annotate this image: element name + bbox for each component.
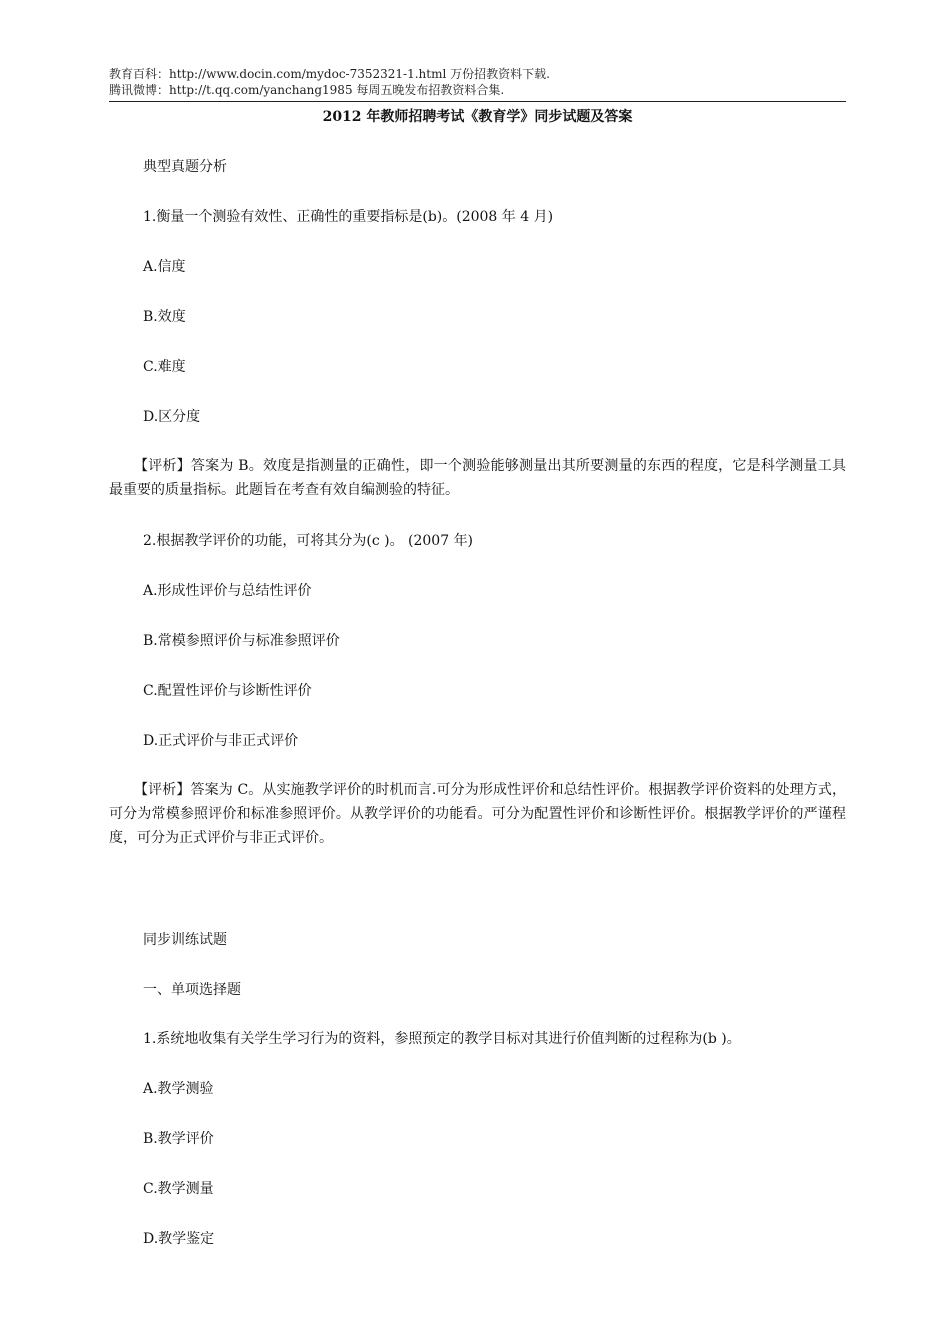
subsection-heading-single-choice: 一、单项选择题 (143, 982, 241, 998)
option-a: A.信度 (143, 259, 186, 275)
header-divider (109, 101, 846, 102)
option-c: C.难度 (143, 359, 186, 375)
analysis-paragraph: 【评析】答案为 B。效度是指测量的正确性，即一个测验能够测量出其所要测量的东西的程度，它是科学测量工具最重要的质量指标。此题旨在考查有效自编测验的特征。 (109, 458, 846, 498)
section-heading-practice: 同步训练试题 (143, 932, 227, 948)
option-b: B.常模参照评价与标准参照评价 (143, 633, 340, 649)
analysis-paragraph: 【评析】答案为 C。从实施教学评价的时机而言.可分为形成性评价和总结性评价。根据教学评价资料的处理方式，可分为常模参照评价和标准参照评价。从教学评价的功能看。可分为配置性评价和诊断性评价。根据教学评价的严谨程度，可分为正式评价与非正式评价。 (109, 782, 846, 846)
section-heading-typical: 典型真题分析 (143, 159, 227, 175)
option-d: D.区分度 (143, 409, 201, 425)
header-line-docin: 教育百科：http://www.docin.com/mydoc-7352321-1.html 万份招教资料下载. (109, 67, 550, 81)
header-line-weibo: 腾讯微博：http://t.qq.com/yanchang1985 每周五晚发布招教资料合集. (109, 83, 505, 97)
option-c: C.配置性评价与诊断性评价 (143, 683, 312, 699)
question-stem: 1.系统地收集有关学生学习行为的资料，参照预定的教学目标对其进行价值判断的过程称为(b )。 (143, 1031, 741, 1047)
option-b: B.效度 (143, 309, 186, 325)
question-stem: 1.衡量一个测验有效性、正确性的重要指标是(b)。(2008 年 4 月) (143, 209, 554, 225)
option-d: D.正式评价与非正式评价 (143, 733, 299, 749)
document-header (109, 66, 846, 98)
option-a: A.形成性评价与总结性评价 (143, 583, 312, 599)
option-b: B.教学评价 (143, 1131, 214, 1147)
question-stem: 2.根据教学评价的功能，可将其分为(c )。 (2007 年) (143, 533, 474, 549)
document-title: 2012 年教师招聘考试《教育学》同步试题及答案 (322, 109, 633, 125)
option-c: C.教学测量 (143, 1181, 214, 1197)
option-d: D.教学鉴定 (143, 1231, 215, 1247)
option-a: A.教学测验 (143, 1081, 214, 1097)
